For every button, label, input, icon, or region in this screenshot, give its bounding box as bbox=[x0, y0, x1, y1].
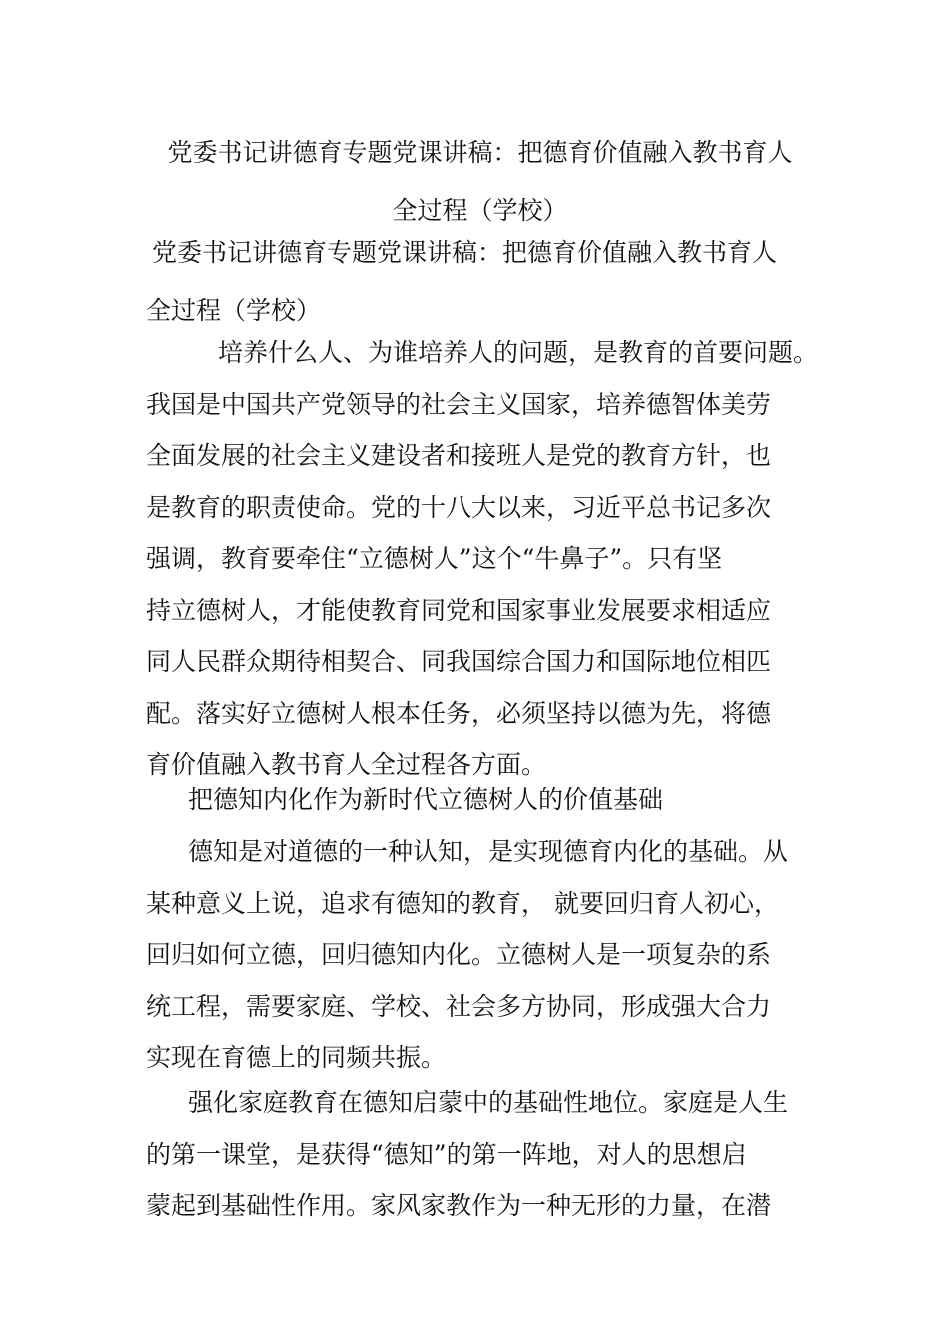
paragraph-line: 配。落实好立德树人根本任务，必须坚持以德为先，将德 bbox=[146, 698, 772, 728]
paragraph-line: 某种意义上说，追求有德知的教育， 就要回归育人初心， bbox=[146, 888, 779, 918]
subtitle-line-2: 全过程（学校） bbox=[146, 296, 322, 325]
subtitle-line-1: 党委书记讲德育专题党课讲稿：把德育价值融入教书育人 bbox=[152, 238, 778, 267]
paragraph-line: 强调，教育要牵住“立德树人”这个“牛鼻子”。只有坚 bbox=[146, 544, 723, 573]
paragraph-line: 持立德树人，才能使教育同党和国家事业发展要求相适应 bbox=[146, 595, 772, 625]
paragraph-line: 育价值融入教书育人全过程各方面。 bbox=[146, 750, 547, 779]
paragraph-line: 是教育的职责使命。党的十八大以来，习近平总书记多次 bbox=[146, 492, 772, 522]
paragraph-line: 培养什么人、为谁培养人的问题，是教育的首要问题。 bbox=[218, 338, 819, 367]
paragraph-line: 强化家庭教育在德知启蒙中的基础性地位。家庭是人生 bbox=[188, 1088, 789, 1117]
title-line-1: 党委书记讲德育专题党课讲稿：把德育价值融入教书育人 bbox=[167, 138, 793, 167]
paragraph-line: 回归如何立德，回归德知内化。立德树人是一项复杂的系 bbox=[146, 940, 772, 969]
document-title bbox=[140, 124, 820, 240]
paragraph-line: 蒙起到基础性作用。家风家教作为一种无形的力量，在潜 bbox=[146, 1191, 772, 1220]
paragraph-3 bbox=[146, 1077, 816, 1232]
paragraph-line: 我国是中国共产党领导的社会主义国家，培养德智体美劳 bbox=[146, 389, 772, 419]
paragraph-line: 同人民群众期待相契合、同我国综合国力和国际地位相匹 bbox=[146, 647, 772, 676]
paragraph-line: 全面发展的社会主义建设者和接班人是党的教育方针，也 bbox=[146, 441, 772, 470]
section-heading-text: 把德知内化作为新时代立德树人的价值基础 bbox=[188, 785, 664, 814]
paragraph-line: 的第一课堂，是获得“德知”的第一阵地，对人的思想启 bbox=[146, 1139, 747, 1169]
paragraph-line: 德知是对道德的一种认知，是实现德育内化的基础。从 bbox=[188, 837, 789, 866]
section-heading bbox=[188, 774, 858, 826]
title-line-2: 全过程（学校） bbox=[392, 196, 568, 225]
paragraph-line: 实现在育德上的同频共振。 bbox=[146, 1043, 447, 1072]
document-subtitle bbox=[146, 224, 826, 340]
paragraph-2 bbox=[146, 826, 816, 1084]
paragraph-1 bbox=[146, 327, 819, 791]
paragraph-line: 统工程，需要家庭、学校、社会多方协同，形成强大合力 bbox=[146, 991, 772, 1021]
